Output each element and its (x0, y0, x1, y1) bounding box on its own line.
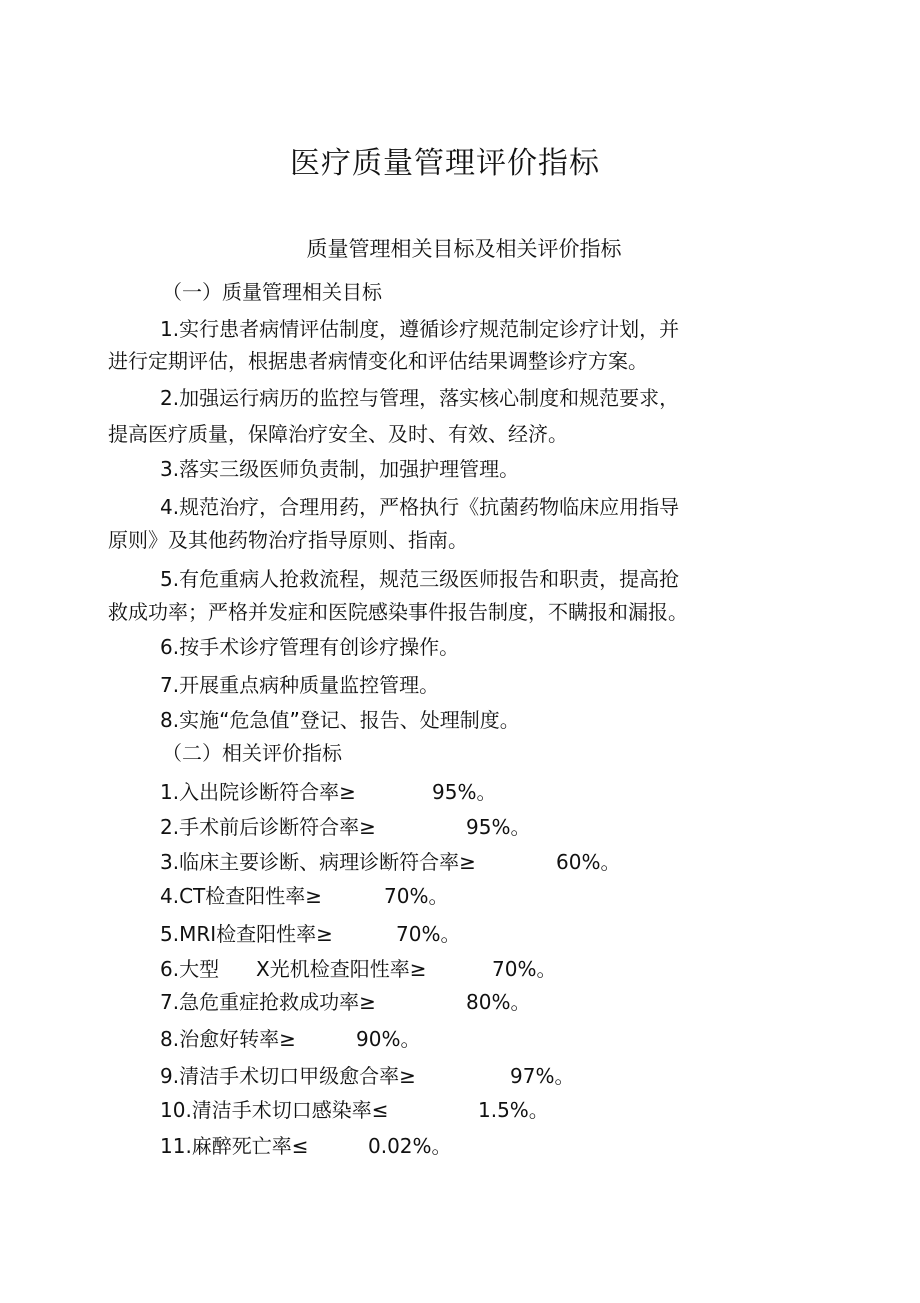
indicator-9-label: 9.清洁手术切口甲级愈合率≥ (160, 1064, 416, 1088)
goal-1-line2: 进行定期评估，根据患者病情变化和评估结果调整诊疗方案。 (108, 349, 648, 373)
indicator-11-label: 11.麻醉死亡率≤ (160, 1134, 309, 1158)
goal-7: 7.开展重点病种质量监控管理。 (160, 673, 440, 697)
indicator-4-label: 4.CT检查阳性率≥ (160, 884, 323, 908)
indicator-5-label: 5.MRI检查阳性率≥ (160, 922, 333, 946)
indicator-7-label: 7.急危重症抢救成功率≥ (160, 990, 376, 1014)
goal-5-line2: 救成功率；严格并发症和医院感染事件报告制度，不瞒报和漏报。 (108, 600, 688, 624)
indicator-6-value: 70%。 (492, 957, 557, 981)
indicator-6-label: 6.大型 (160, 957, 220, 981)
page-subtitle: 质量管理相关目标及相关评价指标 (306, 237, 622, 261)
indicator-3-label: 3.临床主要诊断、病理诊断符合率≥ (160, 850, 476, 874)
indicator-2-label: 2.手术前后诊断符合率≥ (160, 815, 376, 839)
goal-4-line1: 4.规范治疗，合理用药，严格执行《抗菌药物临床应用指导 (160, 495, 680, 519)
indicator-8-value: 90%。 (356, 1027, 421, 1051)
goal-3: 3.落实三级医师负责制，加强护理管理。 (160, 457, 520, 481)
indicator-9-value: 97%。 (510, 1064, 575, 1088)
indicator-7-value: 80%。 (466, 990, 531, 1014)
goal-4-line2: 原则》及其他药物治疗指导原则、指南。 (108, 528, 468, 552)
goal-6: 6.按手术诊疗管理有创诊疗操作。 (160, 635, 460, 659)
indicator-11-value: 0.02%。 (368, 1134, 452, 1158)
page-title: 医疗质量管理评价指标 (290, 146, 600, 181)
goal-2-line1: 2.加强运行病历的监控与管理，落实核心制度和规范要求， (160, 386, 680, 410)
goal-1-line1: 1.实行患者病情评估制度，遵循诊疗规范制定诊疗计划，并 (160, 317, 680, 341)
indicator-5-value: 70%。 (396, 922, 461, 946)
indicator-2-value: 95%。 (466, 815, 531, 839)
indicator-10-value: 1.5%。 (478, 1098, 549, 1122)
indicator-4-value: 70%。 (384, 884, 449, 908)
goal-2-line2: 提高医疗质量，保障治疗安全、及时、有效、经济。 (108, 422, 568, 446)
section-heading-goals: （一）质量管理相关目标 (162, 280, 382, 304)
indicator-3-value: 60%。 (556, 850, 621, 874)
section-heading-indicators: （二）相关评价指标 (162, 741, 342, 765)
indicator-10-label: 10.清洁手术切口感染率≤ (160, 1098, 389, 1122)
indicator-1-value: 95%。 (432, 780, 497, 804)
indicator-1-label: 1.入出院诊断符合率≥ (160, 780, 356, 804)
indicator-6-label-cont: X光机检查阳性率≥ (256, 957, 427, 981)
goal-8: 8.实施“危急值”登记、报告、处理制度。 (160, 708, 520, 732)
goal-5-line1: 5.有危重病人抢救流程，规范三级医师报告和职责，提高抢 (160, 567, 680, 591)
indicator-8-label: 8.治愈好转率≥ (160, 1027, 296, 1051)
